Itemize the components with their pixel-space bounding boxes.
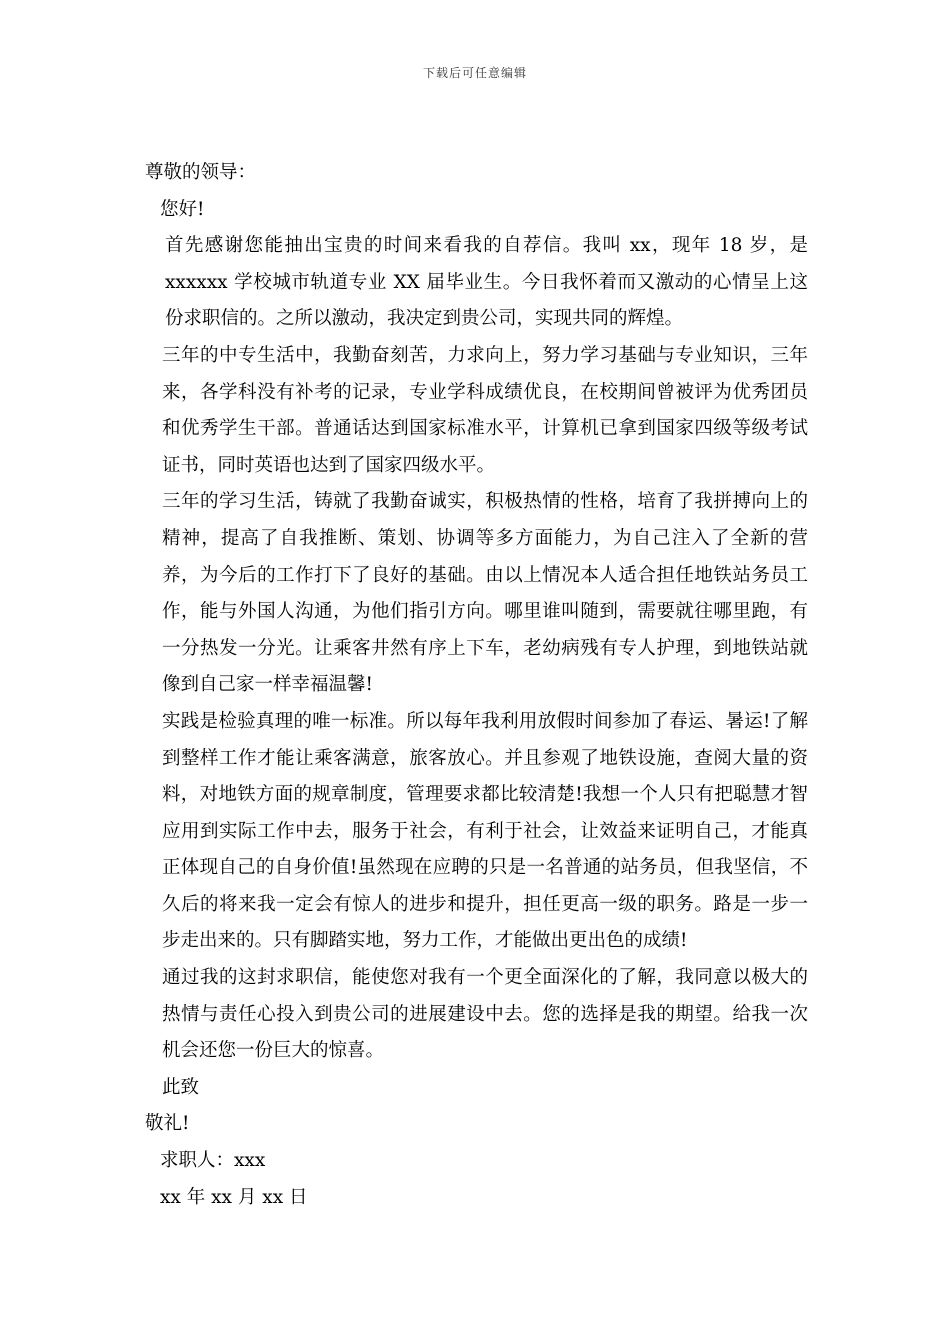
paragraph-study: 三年的中专生活中，我勤奋刻苦，力求向上，努力学习基础与专业知识，三年来，各学科没有补考的记录，专业学科成绩优良，在校期间曾被评为优秀团员和优秀学生干部。普通话达到国家标准水平，计算机已拿到国家四级等级考试证书，同时英语也达到了国家四级水平。 (162, 344, 808, 476)
header-note: 下载后可任意编辑 (422, 66, 527, 80)
salutation: 尊敬的领导： (145, 162, 257, 183)
paragraph-character: 三年的学习生活，铸就了我勤奋诚实，积极热情的性格，培育了我拼搏向上的精神，提高了自我推断、策划、协调等多方面能力，为自己注入了全新的营养，为今后的工作打下了良好的基础。由以上情况本人适合担任地铁站务员工作，能与外国人沟通，为他们指引方向。哪里谁叫随到，需要就往哪里跑，有一分热发一分光。让乘客井然有序上下车，老幼病残有专人护理，到地铁站就像到自己家一样幸福温馨! (162, 491, 808, 696)
paragraph-practice: 实践是检验真理的唯一标准。所以每年我利用放假时间参加了春运、暑运!了解到整样工作才能让乘客满意，旅客放心。并且参观了地铁设施，查阅大量的资料，对地铁方面的规章制度，管理要求都比较清楚!我想一个人只有把聪慧才智应用到实际工作中去，服务于社会，有利于社会，让效益来证明自己，才能真正体现自己的自身价值!虽然现在应聘的只是一名普通的站务员，但我坚信，不久后的将来我一定会有惊人的进步和提升，担任更高一级的职务。路是一步一步走出来的。只有脚踏实地，努力工作，才能做出更出色的成绩! (162, 710, 808, 952)
letter-body (145, 155, 808, 1216)
paragraph-intro: 首先感谢您能抽出宝贵的时间来看我的自荐信。我叫 xx，现年 18 岁，是 xxxxxx 学校城市轨道专业 XX 届毕业生。今日我怀着而又激动的心情呈上这份求职信的。之所以激动，我决定到贵公司，实现共同的辉煌。 (165, 235, 808, 330)
closing-salute: 敬礼! (145, 1113, 190, 1135)
greeting: 您好! (160, 198, 205, 220)
date: xx 年 xx 月 xx 日 (160, 1186, 308, 1208)
signature: 求职人：xxx (160, 1150, 266, 1172)
paragraph-closing: 通过我的这封求职信，能使您对我有一个更全面深化的了解，我同意以极大的热情与责任心投入到贵公司的进展建设中去。您的选择是我的期望。给我一次机会还您一份巨大的惊喜。 (162, 967, 808, 1062)
closing-regards: 此致 (162, 1076, 200, 1098)
